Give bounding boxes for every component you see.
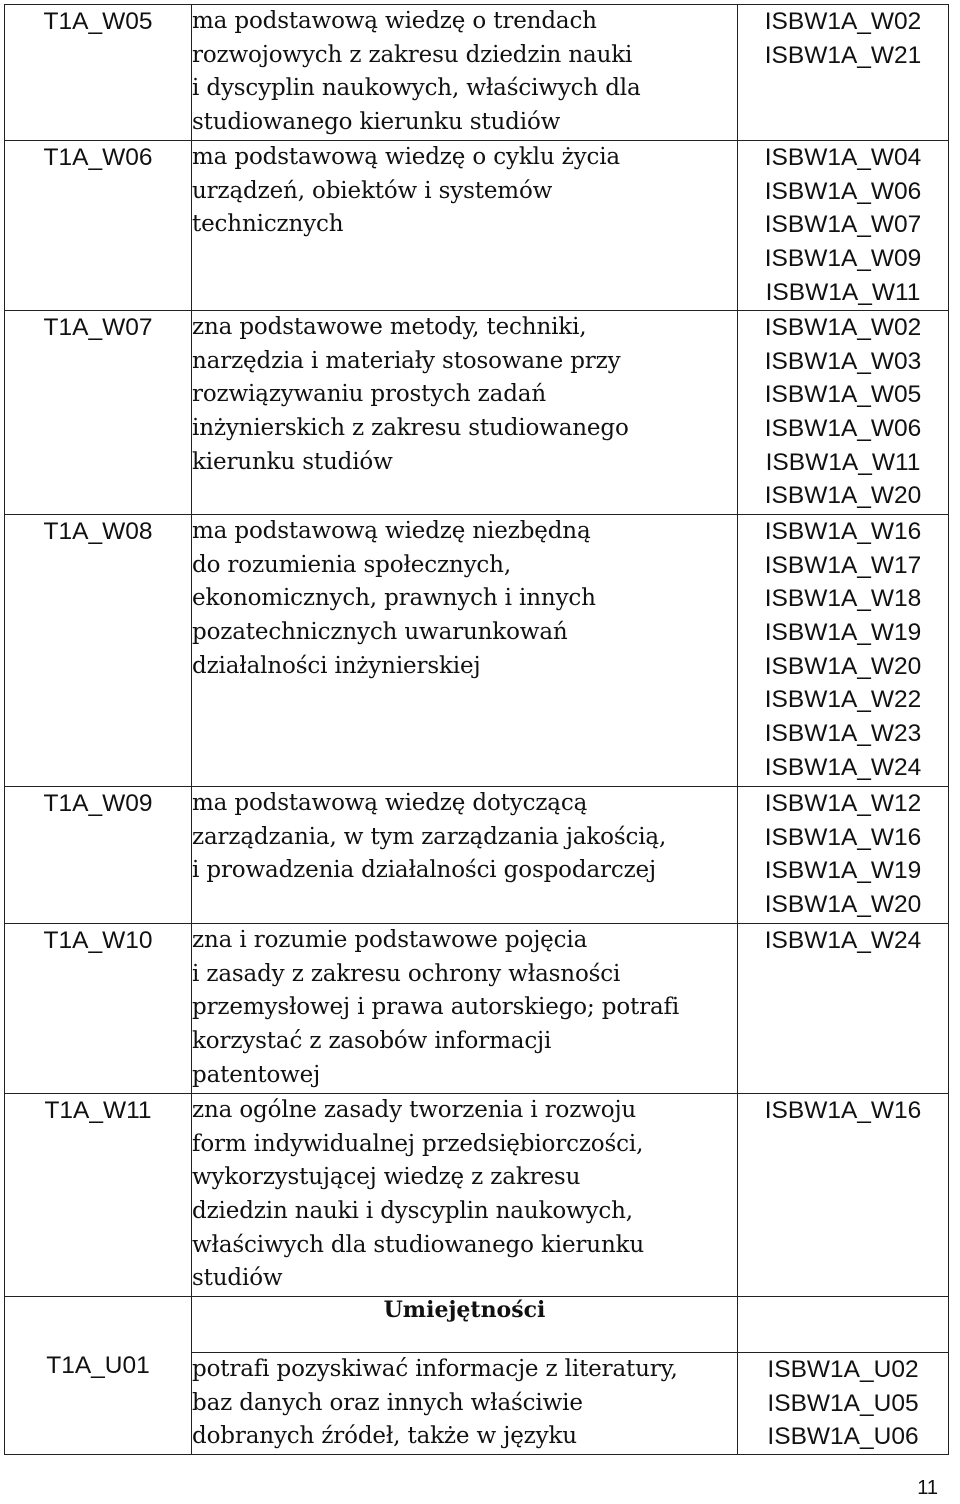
description-line: kierunku studiów — [192, 448, 393, 475]
description-line: pozatechnicznych uwarunkowań — [192, 618, 568, 645]
outcome-references — [738, 786, 949, 923]
description-line: ma podstawową wiedzę o cyklu życia — [192, 143, 620, 170]
description-line: i dyscyplin naukowych, właściwych dla — [192, 75, 641, 102]
page-number: 11 — [917, 1477, 938, 1499]
reference-code: ISBW1A_W16 — [764, 823, 922, 851]
outcome-code: T1A_W06 — [5, 140, 192, 310]
reference-code: ISBW1A_W05 — [764, 381, 922, 409]
outcome-references — [738, 5, 949, 141]
reference-code: ISBW1A_W16 — [764, 1096, 922, 1124]
outcome-references — [738, 923, 949, 1093]
description-line: wykorzystującej wiedzę z zakresu — [192, 1164, 581, 1191]
reference-code: ISBW1A_W19 — [764, 857, 922, 885]
reference-code: ISBW1A_W12 — [764, 789, 922, 817]
reference-code: ISBW1A_W20 — [764, 890, 922, 918]
description-line: patentowej — [192, 1061, 321, 1088]
outcome-code: T1A_W05 — [5, 5, 192, 141]
description-line: ma podstawową wiedzę o trendach — [192, 8, 597, 34]
description-line: właściwych dla studiowanego kierunku — [192, 1231, 645, 1258]
description-line: form indywidualnej przedsiębiorczości, — [192, 1130, 644, 1157]
description-line: ekonomicznych, prawnych i innych — [192, 585, 596, 612]
reference-code: ISBW1A_W17 — [764, 551, 922, 579]
table-row — [5, 514, 949, 786]
outcome-references — [738, 1353, 949, 1455]
reference-code: ISBW1A_W09 — [764, 244, 922, 272]
outcome-description — [192, 310, 738, 514]
reference-code: ISBW1A_W04 — [764, 143, 922, 171]
outcome-references — [738, 1093, 949, 1296]
outcome-description — [192, 514, 738, 786]
description-line: potrafi pozyskiwać informacje z literatury, — [192, 1356, 678, 1383]
description-line: studiów — [192, 1265, 283, 1292]
learning-outcomes-table — [4, 4, 949, 1455]
table-row — [5, 310, 949, 514]
description-line: zarządzania, w tym zarządzania jakością, — [192, 823, 667, 850]
section-heading-blank — [738, 1297, 949, 1353]
reference-code: ISBW1A_W07 — [764, 211, 922, 239]
outcome-description — [192, 923, 738, 1093]
description-line: zna podstawowe metody, techniki, — [192, 313, 587, 340]
description-line: dobranych źródeł, także w języku — [192, 1423, 577, 1450]
outcome-description — [192, 786, 738, 923]
outcome-code: T1A_W07 — [5, 310, 192, 514]
description-line: narzędzia i materiały stosowane przy — [192, 347, 621, 374]
description-line: ma podstawową wiedzę niezbędną — [192, 517, 591, 544]
description-line: dziedzin nauki i dyscyplin naukowych, — [192, 1197, 633, 1224]
reference-code: ISBW1A_W03 — [764, 347, 922, 375]
description-line: rozwiązywaniu prostych zadań — [192, 381, 547, 408]
description-line: przemysłowej i prawa autorskiego; potrafi — [192, 994, 680, 1021]
outcome-code: T1A_W08 — [5, 514, 192, 786]
description-line: inżynierskich z zakresu studiowanego — [192, 414, 629, 441]
reference-code: ISBW1A_W06 — [764, 177, 922, 205]
reference-code: ISBW1A_W02 — [764, 313, 922, 341]
description-line: do rozumienia społecznych, — [192, 551, 511, 578]
outcome-code: T1A_U01 — [5, 1297, 192, 1455]
table-row — [5, 786, 949, 923]
reference-code: ISBW1A_U05 — [767, 1389, 919, 1417]
reference-code: ISBW1A_W22 — [764, 686, 922, 714]
outcome-references — [738, 140, 949, 310]
reference-code: ISBW1A_W11 — [765, 278, 921, 306]
description-line: działalności inżynierskiej — [192, 652, 481, 679]
description-line: zna i rozumie podstawowe pojęcia — [192, 926, 588, 953]
description-line: rozwojowych z zakresu dziedzin nauki — [192, 41, 633, 68]
table-row — [5, 140, 949, 310]
description-line: i zasady z zakresu ochrony własności — [192, 960, 621, 987]
description-line: studiowanego kierunku studiów — [192, 109, 561, 136]
reference-code: ISBW1A_W06 — [764, 414, 922, 442]
table-row — [5, 1297, 949, 1353]
reference-code: ISBW1A_W18 — [764, 585, 922, 613]
description-line: zna ogólne zasady tworzenia i rozwoju — [192, 1096, 637, 1123]
outcome-description — [192, 1353, 738, 1455]
outcome-code: T1A_W11 — [5, 1093, 192, 1296]
description-line: i prowadzenia działalności gospodarczej — [192, 857, 656, 884]
section-heading: Umiejętności — [192, 1297, 738, 1353]
description-line: ma podstawową wiedzę dotyczącą — [192, 789, 588, 816]
reference-code: ISBW1A_W19 — [764, 618, 922, 646]
reference-code: ISBW1A_W16 — [764, 517, 922, 545]
outcome-code: T1A_W09 — [5, 786, 192, 923]
reference-code: ISBW1A_W11 — [765, 448, 921, 476]
outcome-code: T1A_W10 — [5, 923, 192, 1093]
reference-code: ISBW1A_W23 — [764, 720, 922, 748]
outcome-description — [192, 5, 738, 141]
description-line: baz danych oraz innych właściwie — [192, 1389, 583, 1416]
description-line: urządzeń, obiektów i systemów — [192, 177, 553, 204]
outcome-references — [738, 310, 949, 514]
reference-code: ISBW1A_W02 — [764, 8, 922, 35]
reference-code: ISBW1A_U02 — [767, 1356, 919, 1384]
outcome-references — [738, 514, 949, 786]
reference-code: ISBW1A_W20 — [764, 652, 922, 680]
table-row — [5, 1093, 949, 1296]
reference-code: ISBW1A_W21 — [764, 41, 922, 69]
table-row — [5, 5, 949, 141]
reference-code: ISBW1A_W24 — [764, 753, 922, 781]
reference-code: ISBW1A_W24 — [764, 926, 922, 954]
description-line: technicznych — [192, 211, 344, 238]
description-line: korzystać z zasobów informacji — [192, 1027, 552, 1054]
reference-code: ISBW1A_W20 — [764, 482, 922, 510]
outcome-description — [192, 140, 738, 310]
outcome-description — [192, 1093, 738, 1296]
table-row — [5, 923, 949, 1093]
reference-code: ISBW1A_U06 — [767, 1423, 919, 1451]
